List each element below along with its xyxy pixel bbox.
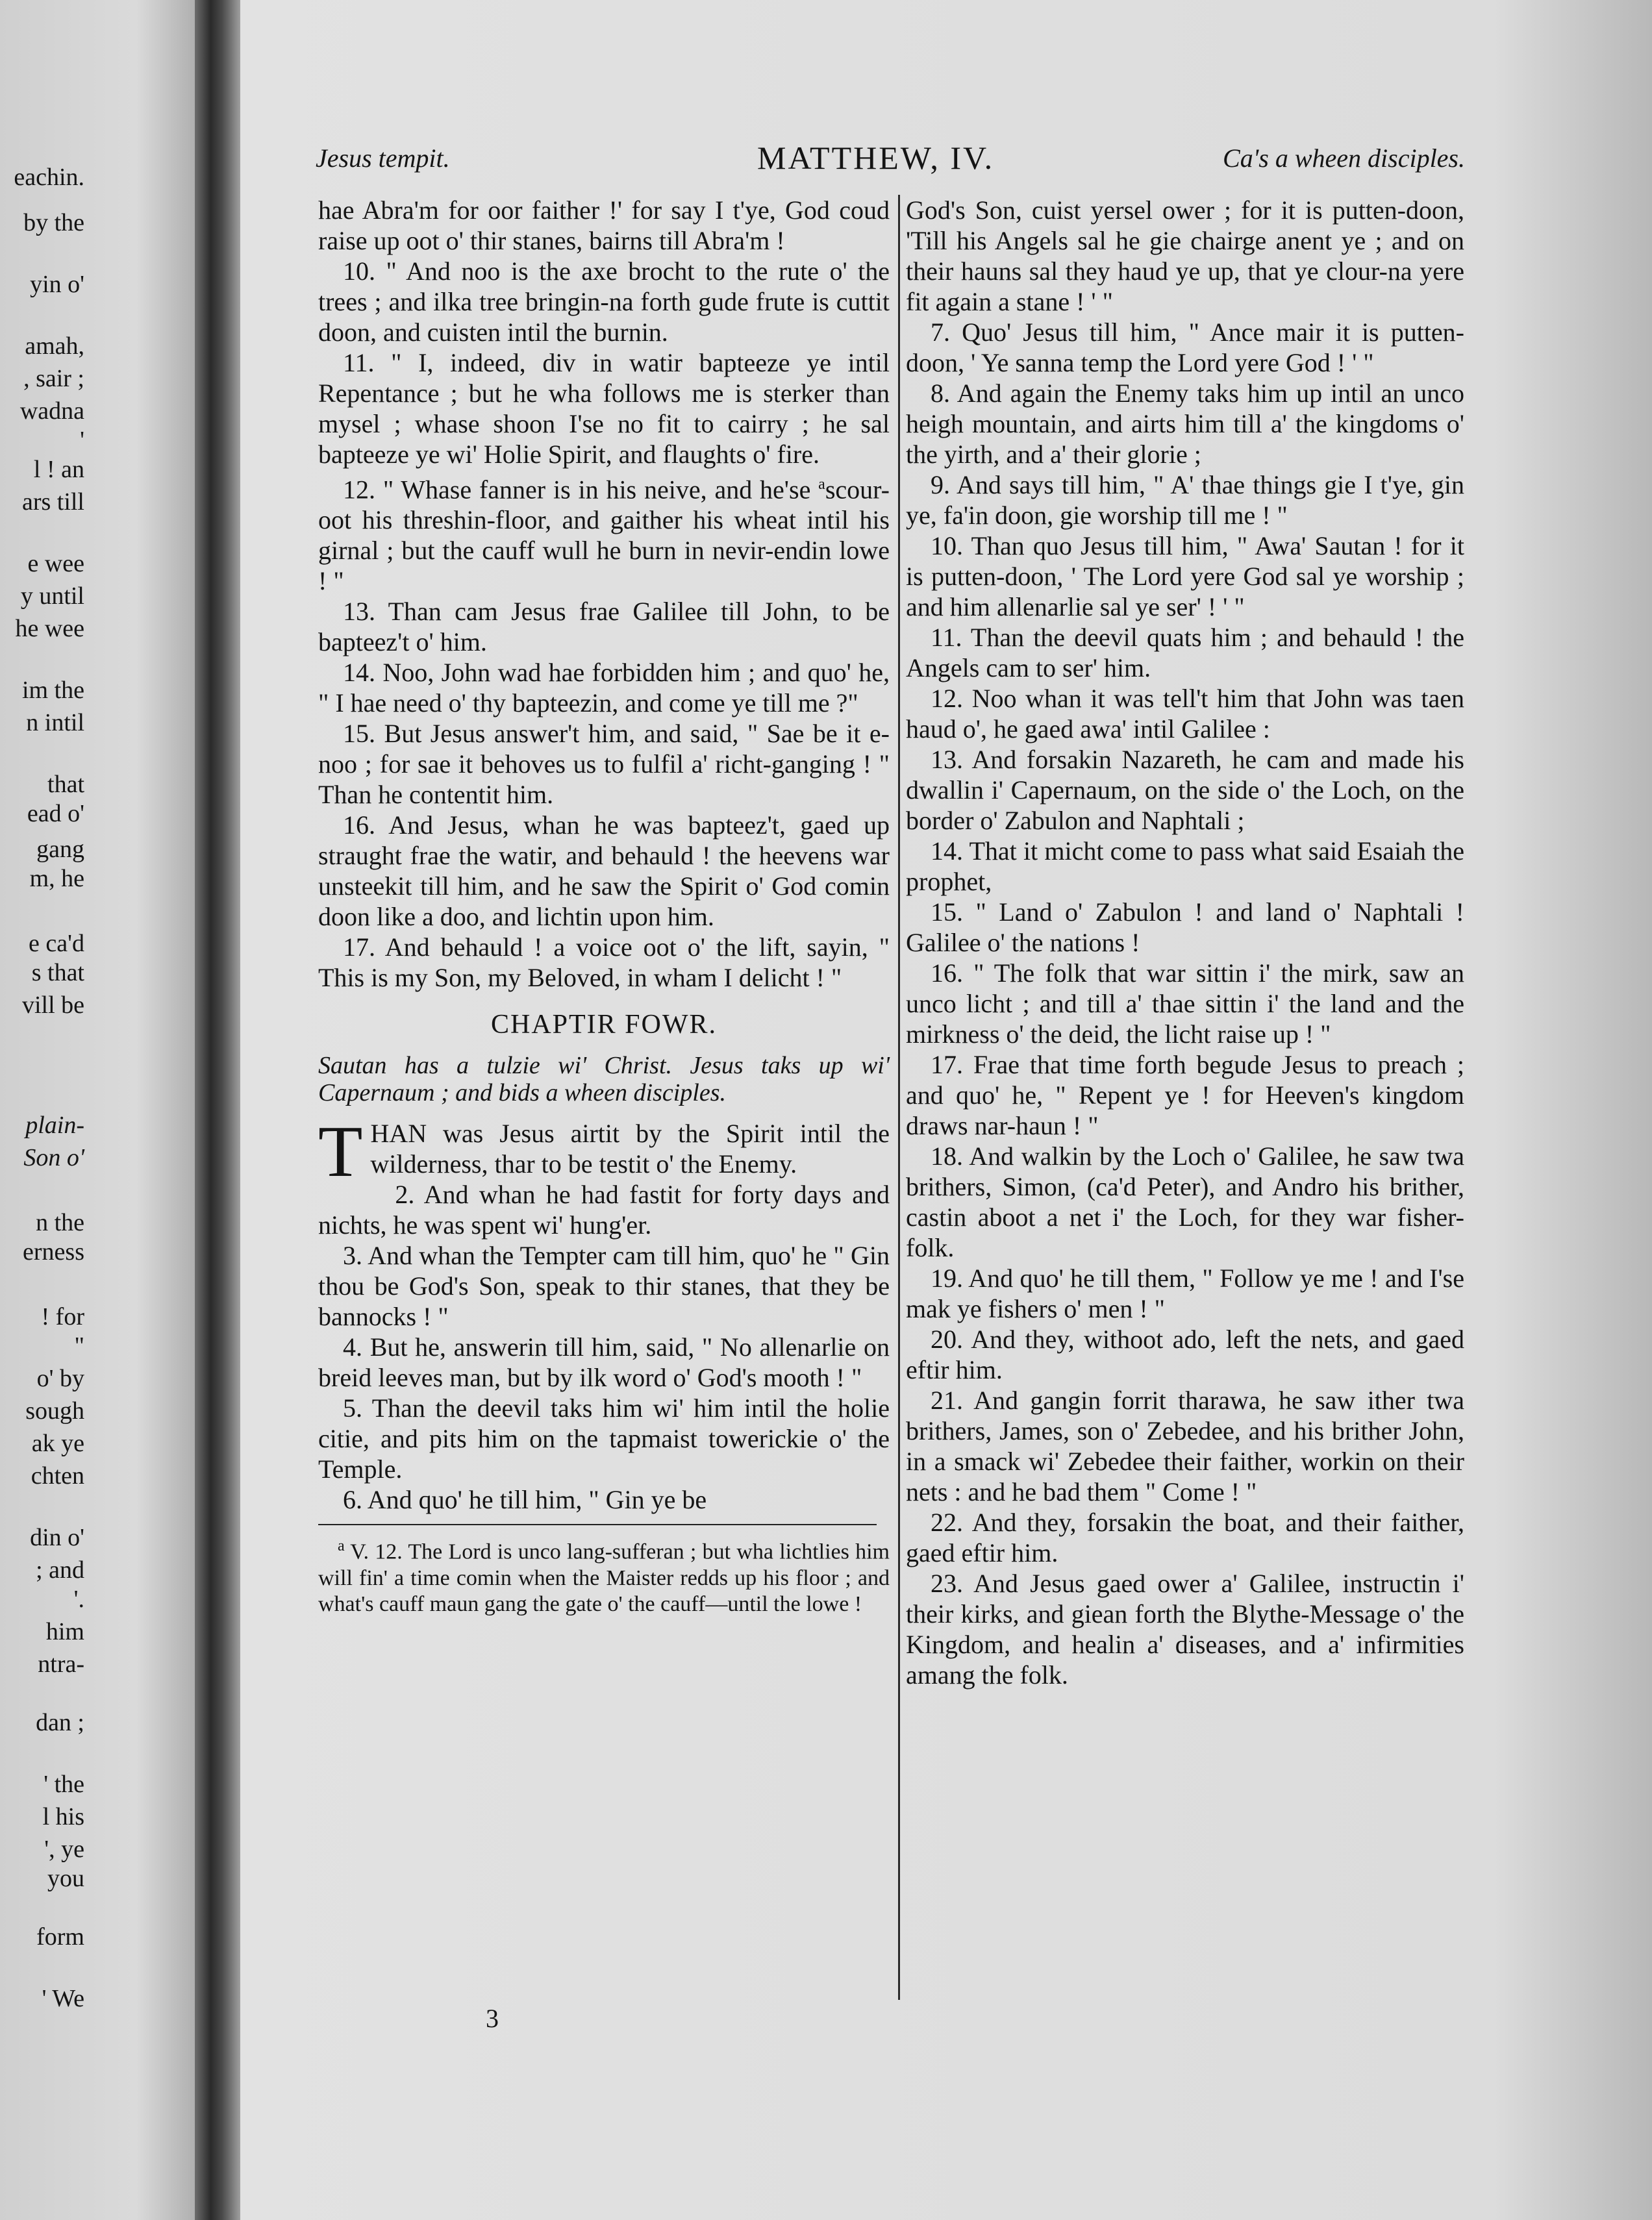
running-head-left: Jesus tempit.: [316, 143, 450, 173]
chapter-first-verse: [318, 1112, 890, 1193]
verse: 16. " The folk that war sittin i' the mirk, saw an unco licht ; and till a' thae sittin i' the land and the mirkness o' the deid, the licht raise up ! ": [906, 958, 1464, 1049]
verse: 15. But Jesus answer't him, and said, " Sae be it e-noo ; for sae it behoves us to fulfil a' richt-ganging ! " Than he contentit him.: [318, 719, 890, 810]
verse: 12. Noo whan it was tell't him that John was taen haud o', he gaed awa' intil Galilee :: [906, 684, 1464, 743]
verse: 3. And whan the Tempter cam till him, quo' he " Gin thou be God's Son, speak to thir stanes, that they be bannocks ! ": [318, 1241, 890, 1332]
left-page-fragment: m, he: [29, 865, 84, 892]
verse: 23. And Jesus gaed ower a' Galilee, instructin i' their kirks, and giean forth the Blythe-Message o' the Kingdom, and healin a' diseases, and a' infirmities amang the folk.: [906, 1569, 1464, 1690]
running-head-title: MATTHEW, IV.: [757, 140, 995, 176]
left-page-fragment: ntra-: [38, 1651, 84, 1678]
left-page-fragment: o' by: [36, 1365, 84, 1392]
left-page-fragment: ' the: [44, 1771, 84, 1798]
left-page-fragment: im the: [21, 677, 84, 704]
footnote-text: V. 12. The Lord is unco lang-sufferan ; but wha lichtlies him will fin' a time comin when the Maister redds up his floor ; and what's cauff maun gang the gate o' the cauff—until the lowe !: [318, 1540, 890, 1616]
left-page-fragment: y until: [20, 582, 84, 610]
footnote-marker: a: [818, 476, 825, 493]
verse: 13. Than cam Jesus frae Galilee till John, to be bapteez't o' him.: [318, 597, 890, 657]
left-page-fragment: din o': [30, 1524, 84, 1551]
drop-cap: T: [318, 1112, 363, 1193]
page-number: 3: [486, 2004, 499, 2033]
left-page-fragment: e ca'd: [29, 930, 84, 957]
left-page-fragment: n the: [36, 1209, 84, 1236]
column-left: [318, 195, 890, 1617]
verse: 2. And whan he had fastit for forty days and nichts, he was spent wi' hung'er.: [318, 1180, 890, 1240]
left-page-fragment: him: [45, 1618, 84, 1645]
verse: 5. Than the deevil taks him wi' him intil the holie citie, and pits him on the tapmaist towerickie o' the Temple.: [318, 1393, 890, 1484]
verse: 17. And behauld ! a voice oot o' the lift, sayin, " This is my Son, my Beloved, in wham I delicht ! ": [318, 932, 890, 993]
left-page-fragment: n intil: [26, 709, 84, 736]
column-divider: [898, 195, 900, 2000]
left-page-fragment: dan ;: [36, 1709, 84, 1736]
left-page-fragment: ead o': [27, 800, 84, 827]
running-head-right: Ca's a wheen disciples.: [1223, 143, 1465, 173]
verse: 14. That it micht come to pass what said Esaiah the prophet,: [906, 836, 1464, 896]
verse: 18. And walkin by the Loch o' Galilee, he saw twa brithers, Simon, (ca'd Peter), and Andro his brither, castin aboot a net i' the Loch, for they war fisher-folk.: [906, 1141, 1464, 1262]
left-page-fragment: l his: [42, 1803, 84, 1830]
chapter-summary: Sautan has a tulzie wi' Christ. Jesus taks up wi' Capernaum ; and bids a wheen disciples.: [318, 1052, 890, 1107]
verse: [318, 469, 890, 596]
left-page-fragment: by the: [23, 209, 84, 236]
verse: 16. And Jesus, whan he was bapteez't, gaed up straught frae the watir, and behauld ! the heevens war unsteekit till him, and he saw the Spirit o' God comin doon like a doo, and lichtin upon him.: [318, 810, 890, 932]
left-page-fragment: ; and: [36, 1556, 84, 1584]
column-right: [906, 195, 1464, 1690]
left-page-fragment: erness: [23, 1238, 84, 1266]
verse: 14. Noo, John wad hae forbidden him ; and quo' he, " I hae need o' thy bapteezin, and come ye till me ?": [318, 658, 890, 718]
verse: 20. And they, withoot ado, left the nets, and gaed eftir him.: [906, 1325, 1464, 1384]
verse: 9. And says till him, " A' thae things gie I t'ye, gin ye, fa'in doon, gie worship till me ! ": [906, 470, 1464, 530]
left-page-fragment: '.: [73, 1586, 84, 1613]
left-page-fragment: e wee: [27, 550, 84, 577]
verse-text: 12. " Whase fanner is in his neive, and he'se: [343, 475, 819, 505]
verse: 19. And quo' he till them, " Follow ye me ! and I'se mak ye fishers o' men ! ": [906, 1264, 1464, 1323]
left-page-fragment: he wee: [15, 615, 84, 642]
left-page-fragment: gang: [36, 836, 84, 863]
left-page-fragment: sough: [25, 1397, 84, 1425]
verse: 10. " And noo is the axe brocht to the rute o' the trees ; and ilka tree bringin-na forth gude frute is cuttit doon, and cuisten intil the burnin.: [318, 256, 890, 347]
footnote-marker: a: [338, 1538, 345, 1555]
left-page-fragment: chten: [31, 1462, 84, 1490]
verse: 11. " I, indeed, div in watir bapteeze ye intil Repentance ; but he wha follows me is sterker than mysel ; whase shoon I'se no fit to cairry ; he sal bapteeze ye wi' Holie Spirit, and flaughts o' fire.: [318, 348, 890, 469]
left-page-fragment: ars till: [21, 488, 84, 516]
left-page-fragment: l ! an: [33, 456, 84, 483]
left-page-fragment: yin o': [30, 271, 84, 298]
left-page-fragment: Son o': [23, 1144, 84, 1171]
left-page-fragment: ": [74, 1332, 84, 1360]
verse-opening: hae Abra'm for oor faither !' for say I t'ye, God coud raise up oot o' thir stanes, bairns till Abra'm !: [318, 195, 890, 255]
verse: 8. And again the Enemy taks him up intil an unco heigh mountain, and airts him till a' the kingdoms o' the yirth, and a' their glorie ;: [906, 379, 1464, 469]
verse: 11. Than the deevil quats him ; and behauld ! the Angels cam to ser' him.: [906, 623, 1464, 682]
book-gutter: [195, 0, 240, 2220]
verse: 7. Quo' Jesus till him, " Ance mair it is putten-doon, ' Ye sanna temp the Lord yere God ! ' ": [906, 318, 1464, 377]
verse: 22. And they, forsakin the boat, and their faither, gaed eftir him.: [906, 1508, 1464, 1567]
left-page-fragment: form: [36, 1923, 84, 1951]
footnote: [318, 1533, 890, 1617]
left-page-fragment: plain-: [25, 1112, 84, 1139]
left-page-fragment: you: [47, 1865, 84, 1892]
left-page-edge: [0, 0, 195, 2220]
running-head: [316, 139, 1465, 184]
left-page-fragment: amah,: [25, 332, 84, 360]
verse: 4. But he, answerin till him, said, " No allenarlie on breid leeves man, but by ilk word o' God's mooth ! ": [318, 1332, 890, 1393]
left-page-fragment: vill be: [21, 992, 84, 1019]
left-page-fragment: that: [47, 771, 84, 798]
verse: 15. " Land o' Zabulon ! and land o' Naphtali ! Galilee o' the nations !: [906, 897, 1464, 957]
verse-opening: God's Son, cuist yersel ower ; for it is putten-doon, 'Till his Angels sal he gie chairge anent ye ; and on their hauns sal they haud ye up, that ye clour-na yere fit again a stane ! ' ": [906, 195, 1464, 316]
left-page-fragment: , sair ;: [23, 365, 84, 392]
left-page-fragment: ! for: [41, 1303, 84, 1330]
verse-text: HAN was Jesus airtit by the Spirit intil the wilderness, thar to be testit o' the Enemy.: [370, 1119, 890, 1179]
verse: 13. And forsakin Nazareth, he cam and made his dwallin i' Capernaum, on the side o' the Loch, on the border o' Zabulon and Naphtali ;: [906, 745, 1464, 835]
left-page-fragment: wadna: [19, 397, 84, 425]
verse-text: scour-oot his threshin-floor, and gaither his wheat intil his girnal ; but the cauff wull he burn in nevir-endin lowe ! ": [318, 475, 890, 596]
footnote-rule: [318, 1524, 877, 1525]
verse: 21. And gangin forrit tharawa, he saw ither twa brithers, James, son o' Zebedee, and his brither John, in a smack wi' Zebedee their faither, workin on their nets : and he bad them " Come ! ": [906, 1386, 1464, 1506]
verse: 10. Than quo Jesus till him, " Awa' Sautan ! for it is putten-doon, ' The Lord yere God sal ye worship ; and him allenarlie sal ye ser' ! ' ": [906, 531, 1464, 621]
left-page-fragment: ': [80, 427, 84, 454]
left-page-fragment: eachin.: [14, 164, 84, 191]
verse: 6. And quo' he till him, " Gin ye be: [343, 1485, 707, 1515]
left-page-fragment: ' We: [42, 1985, 84, 2012]
left-page-fragment: s that: [31, 959, 84, 986]
left-page-fragment: ', ye: [44, 1836, 84, 1863]
chapter-title: CHAPTIR FOWR.: [490, 1010, 718, 1040]
left-page-fragment: ak ye: [31, 1430, 84, 1457]
verse: 17. Frae that time forth begude Jesus to preach ; and quo' he, " Repent ye ! for Heeven's kingdom draws nar-haun ! ": [906, 1050, 1464, 1140]
